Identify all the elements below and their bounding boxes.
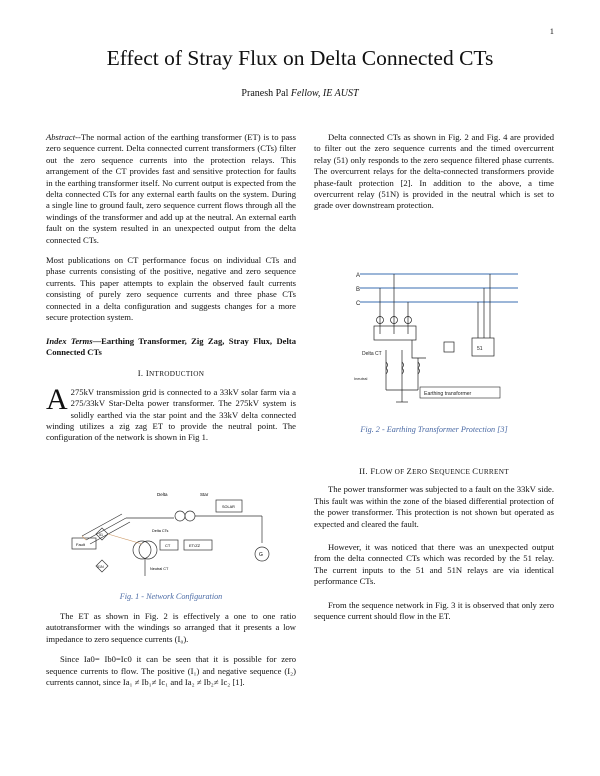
fig1-label-51: 51 bbox=[99, 533, 103, 537]
section-2-heading: II. FLOW OF ZERO SEQUENCE CURRENT bbox=[359, 466, 509, 476]
abstract-text: --The normal action of the earthing transformer (ET) is to pass zero sequence current. Delta connected current transformers (CTs) filter out the zero sequence currents into the protection relays. This arrangement of the CT provides fast and sensitive protection for faults in the earthing transformer itself. No current output is expected from the delta connected CTs for any external earth faults on the system. During a single line to ground fault, zero sequence current flows through all the windings of the transformer and add up at the neutral. An external earth fault on the system resulted in an unexpected output from the delta connected CTs. bbox=[46, 132, 296, 245]
section-1-paragraph-2: The ET as shown in Fig. 2 is effectively a one to one ratio autotransformer with the windings so arranged that it presents a low impedance to zero sequence currents (I₀). bbox=[46, 611, 296, 644]
earthing-transformer-diagram bbox=[352, 262, 522, 420]
fig1-label-et: ET/ZZ bbox=[189, 543, 201, 548]
fig1-label-bus: SOLAR bbox=[222, 505, 235, 509]
right-column-lower bbox=[314, 466, 554, 631]
abstract-paragraph-2: Most publications on CT performance focus on individual CTs and phase currents consisting of the positive, negative and zero sequence currents. This paper attempts to explain the observed fault currents consisting of purely zero sequence currents and three phase CTs connected in a delta configuration and suggests changes for a more secure protection system. bbox=[46, 255, 296, 323]
section-2-paragraph-3: From the sequence network in Fig. 3 it is observed that only zero sequence current should flow in the ET. bbox=[314, 599, 554, 622]
author-line bbox=[0, 88, 600, 99]
fig2-label-relay: 51 bbox=[477, 346, 483, 352]
left-column-lower bbox=[46, 611, 296, 697]
right-column bbox=[314, 132, 554, 221]
fig2-label-et: Earthing transformer bbox=[424, 391, 472, 397]
section-1-paragraph-1: A 275kV transmission grid is connected to a 33kV solar farm via a 275/33kV Star-Delta power transformer. The 275kV system is solidly earthed via the star point and the 33kV delta connected winding utilizes a zig zag ET to provide the neutral point. The configuration of the network is shown in Fig 1. bbox=[46, 382, 296, 443]
network-diagram bbox=[62, 488, 284, 593]
left-column bbox=[46, 132, 296, 444]
right-intro-paragraph: Delta connected CTs as shown in Fig. 2 and Fig. 4 are provided to filter out the zero sequence currents and the timed overcurrent relay (51) only responds to the zero sequence filtered phase currents. The overcurrent relays for the delta-connected transformers provide phase-fault protection [2]. In addition to the above, a time overcurrent relay (51N) is provided in the neutral which is set to grade over downstream protection. bbox=[314, 132, 554, 211]
abstract-paragraph bbox=[46, 132, 296, 246]
fig1-label-star: Star bbox=[200, 492, 209, 497]
fig1-label-delta: Delta bbox=[157, 492, 168, 497]
fig1-label-fault: Fault bbox=[76, 542, 85, 547]
fig1-label-gen: G bbox=[259, 552, 263, 558]
fig1-label-neutral-ct: Neutral CT bbox=[150, 567, 169, 571]
abstract-label: Abstract bbox=[46, 132, 76, 142]
section-2-paragraph-1: The power transformer was subjected to a fault on the 33kV side. This fault was within the zone of the biased differential protection of the power transformer. This protection is not shown but operated as expected and cleared the fault. bbox=[314, 484, 554, 529]
fig1-label-ct: CT bbox=[165, 543, 171, 548]
section-1-paragraph-3: Since Ia0= Ib0=Ic0 it can be seen that it is possible for zero sequence currents to flow. The positive (I₁) and negative sequence (I₂) currents cannot, since Ia₁ ≠ Ib₁≠ Ic₁ and Ia₂ ≠ Ib₂≠ Ic₂ [1]. bbox=[46, 654, 296, 688]
fig2-label-delta: Delta CT bbox=[362, 351, 382, 357]
fig1-label-delta-cts: Delta CTs bbox=[152, 529, 169, 533]
figure-1-caption: Fig. 1 - Network Configuration bbox=[119, 592, 223, 601]
figure-2-caption: Fig. 2 - Earthing Transformer Protection [3] bbox=[360, 425, 508, 434]
dropcap: A bbox=[46, 382, 68, 416]
section-2-paragraph-2: However, it was noticed that there was an unexpected output from the delta connected CTs which was recorded by the 51 relay. The current inputs to the 51 and 51N relays are via identical performance CTs. bbox=[314, 542, 554, 587]
index-terms bbox=[46, 336, 296, 359]
paper-title: Effect of Stray Flux on Delta Connected CTs bbox=[106, 46, 494, 70]
page-number: 1 bbox=[549, 26, 554, 36]
index-terms-label: Index Terms bbox=[46, 335, 93, 346]
figure-2 bbox=[352, 262, 522, 420]
figure-1 bbox=[62, 488, 284, 593]
fig2-label-b: B bbox=[356, 287, 361, 293]
author-name: Pranesh Pal bbox=[241, 88, 289, 99]
fig2-label-c: C bbox=[356, 301, 361, 307]
author-affiliation: Fellow, IE AUST bbox=[290, 88, 359, 99]
fig1-label-51n: 51N bbox=[97, 565, 104, 569]
fig2-label-neutral: Ineutral bbox=[354, 376, 368, 381]
fig2-label-a: A bbox=[356, 273, 361, 279]
index-terms-text: —Earthing Transformer, Zig Zag, Stray Flux, Delta Connected CTs bbox=[46, 335, 297, 357]
section-1-heading: I. INTRODUCTION bbox=[137, 368, 205, 379]
